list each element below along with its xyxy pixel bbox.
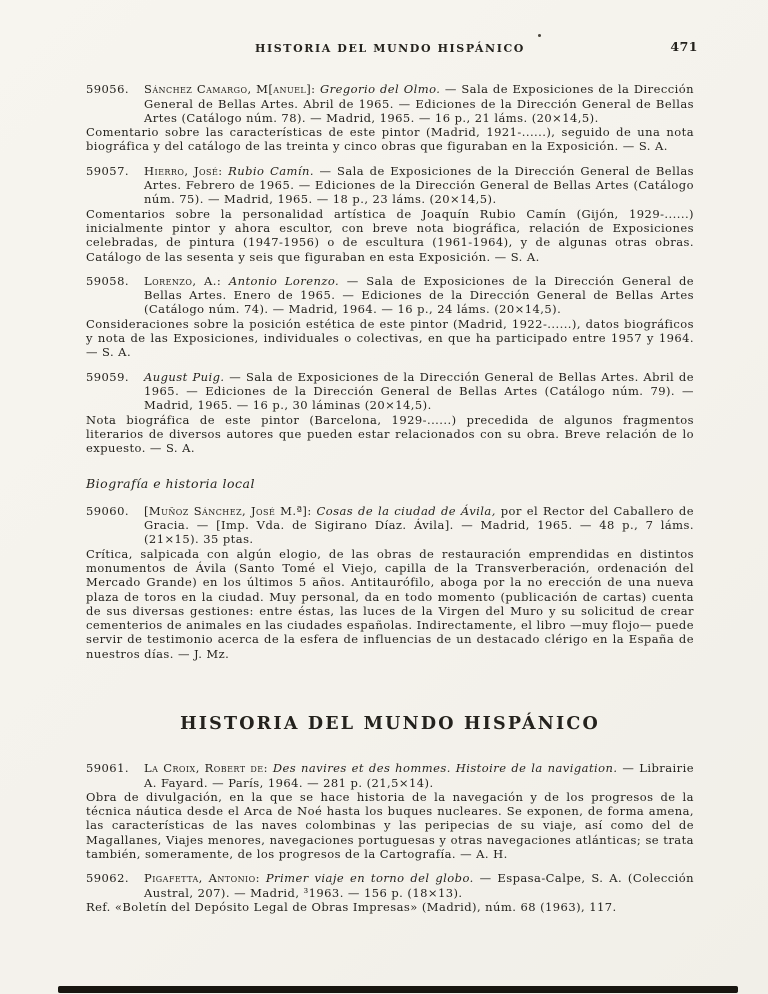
entry-details: — Espasa-Calpe, S. A. (Colección Austral, 207). — Madrid, ³1963. — 156 p. (18×13). [144,871,694,900]
entry-citation [86,761,694,790]
bibliography-entry [86,504,694,661]
entry-comment: Nota biográfica de este pintor (Barcelona, 1929-......) precedida de algunos fragmentos literarios de diversos autores que pueden estar relacionados con su obra. Breve relación de lo expuesto. — S. A. [86,412,694,456]
entry-author: Lorenzo, A.: [144,273,222,288]
entry-comment: Ref. «Boletín del Depósito Legal de Obras Impresas» (Madrid), núm. 68 (1963), 117. [86,899,617,914]
bibliography-entry [86,871,694,914]
entry-number: 59061. [86,761,129,776]
bibliography-entry [86,370,694,456]
entry-comment: Obra de divulgación, en la que se hace historia de la navegación y de los progresos de la técnica náutica desde el Arca de Noé hasta los buques nucleares. Se exponen, de forma amena, las características de las naves colombinas y las peripecias de su viaje, así como del de Magallanes, Viajes menores, navegaciones portuguesas y otras navegaciones atlánticas; se trata también, someramente, de los progresos de la Cartografía. — A. H. [86,789,694,862]
entry-title: Primer viaje en torno del globo. [265,871,474,886]
bibliography-entry [86,274,694,360]
entry-number: 59059. [86,369,129,384]
entry-details: por el Rector del Caballero de Gracia. — [Imp. Vda. de Sigirano Díaz. Ávila]. — Madrid, 1965. — 48 p., 7 láms. (21×15). 35 ptas. [144,503,694,547]
page-header [86,39,698,56]
scan-speck-artifact [538,34,541,37]
entry-title: Des navires et des hommes. Histoire de la navigation. [272,761,618,776]
entry-title: Gregorio del Olmo. [320,82,441,97]
entry-details: — Librairie A. Fayard. — París, 1964. — 281 p. (21,5×14). [144,761,694,790]
entry-author: La Croix, Robert de: [144,761,268,776]
entry-number: 59062. [86,871,129,886]
entry-details: — Sala de Exposiciones de la Dirección General de Bellas Artes. Enero de 1965. — Ediciones de la Dirección General de Bellas Artes (Catálogo núm. 74). — Madrid, 1964. — 16 p., 24 láms. (20×14,5). [144,273,695,317]
entry-number: 59056. [86,82,129,97]
entry-number: 59058. [86,273,129,288]
entry-details: — Sala de Exposiciones de la Dirección General de Bellas Artes. Febrero de 1965. — Ediciones de la Dirección General de Bellas Artes (Catálogo núm. 75). — Madrid, 1965. — 18 p., 23 láms. (20×14,5). [144,163,694,207]
entry-details: — Sala de Exposiciones de la Dirección General de Bellas Artes. Abril de 1965. — Ediciones de la Dirección General de Bellas Artes (Catálogo núm. 78). — Madrid, 1965. — 16 p., 21 láms. (20×14,5). [144,82,695,125]
running-title: HISTORIA DEL MUNDO HISPÁNICO [255,42,525,55]
entry-title: Antonio Lorenzo. [228,273,340,288]
entry-citation [86,504,694,547]
bibliography-entry [86,82,694,153]
entry-details: — Sala de Exposiciones de la Dirección General de Bellas Artes. Abril de 1965. — Ediciones de la Dirección General de Bellas Artes (Catálogo núm. 79). — Madrid, 1965. — 16 p., 30 láminas (20×14,5). [144,369,694,413]
entry-number: 59057. [86,163,129,178]
entry-author: Sánchez Camargo, M[anuel]: [144,82,316,97]
entry-citation [86,370,694,413]
main-section-title: HISTORIA DEL MUNDO HISPÁNICO [180,713,600,734]
entry-comment: Consideraciones sobre la posición estética de este pintor (Madrid, 1922-......), datos biográficos y nota de las Exposiciones, individuales o colectivas, en que ha participado entre 1957 y 1964. — S. A. [86,316,694,360]
bibliography-entry [86,164,694,264]
entry-comment: Comentarios sobre la personalidad artística de Joaquín Rubio Camín (Gijón, 1929-......) inicialmente pintor y ahora escultor, con breve nota biográfica, relación de Exposiciones celebradas, de pintura (1947-1956) o de escultura (1961-1964), y de algunas otras obras. Catálogo de las sesenta y seis que figuraban en esta Exposición. — S. A. [86,206,694,264]
entry-author: [Muñoz Sánchez, José M.ª]: [144,503,312,518]
entry-title: August Puig. [144,369,225,384]
page-number: 471 [670,39,698,54]
section-heading: Biografía e historia local [86,476,255,492]
scan-edge-artifact [58,986,738,993]
entry-citation [86,82,694,125]
entry-author: Hierro, José: [144,163,223,178]
bibliography-entry [86,761,694,861]
entry-author: Pigafetta, Antonio: [144,871,260,886]
entry-comment: Comentario sobre las características de este pintor (Madrid, 1921-......), seguido de una nota biográfica y del catálogo de las treinta y cinco obras que figuraban en la Exposición. — S. A. [86,125,694,154]
entry-citation [86,274,694,317]
entry-number: 59060. [86,503,129,518]
entry-title: Cosas de la ciudad de Ávila, [316,503,496,518]
entry-comment: Crítica, salpicada con algún elogio, de las obras de restauración emprendidas en distintos monumentos de Ávila (Santo Tomé el Viejo, capilla de la Transverberación, ordenación del Mercado Grande) en los últimos 5 años. Antitaurófilo, aboga por la no erección de una nueva plaza de toros en la ciudad. Muy personal, da en todo momento (publicación de cartas) cuenta de sus diversas gestiones: entre éstas, las luces de la Virgen del Muro y su solicitud de crear cementerios de animales en las ciudades españolas. Indirectamente, el libro —muy flojo— puede servir de testimonio acerca de la esfera de influencias de un destacado clérigo en la España de nuestros días. — J. Mz. [86,546,694,661]
entry-citation [86,164,694,207]
entry-citation [86,871,694,900]
entry-title: Rubio Camín. [228,163,314,178]
